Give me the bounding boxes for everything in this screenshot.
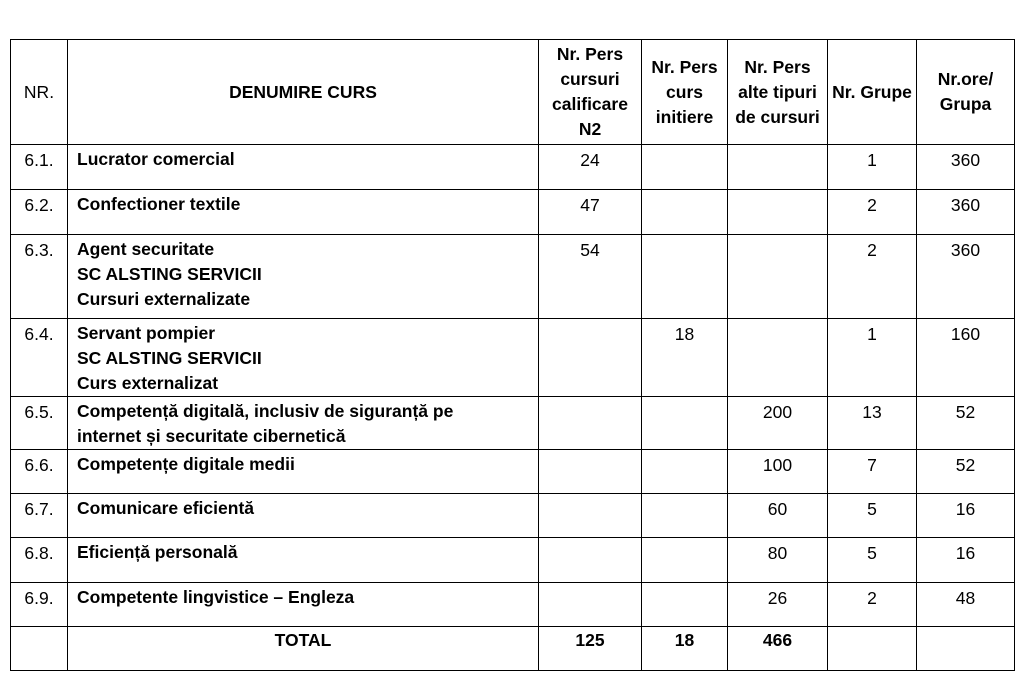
cell-ore: 16	[917, 494, 1015, 538]
cell-ore: 16	[917, 538, 1015, 583]
cell-calificare	[539, 450, 642, 494]
course-name	[68, 583, 539, 627]
header-calificare: Nr. Pers cursuri calificare N2	[539, 40, 642, 145]
cell-ore: 52	[917, 397, 1015, 450]
course-name-line: Comunicare eficientă	[77, 498, 254, 518]
total-initiere: 18	[642, 627, 728, 671]
cell-ore: 360	[917, 190, 1015, 235]
course-name	[68, 494, 539, 538]
cell-ore: 160	[917, 319, 1015, 397]
table-row	[11, 145, 1015, 190]
row-nr: 6.6.	[11, 450, 68, 494]
header-alte-cursuri: Nr. Pers alte tipuri de cursuri	[728, 40, 828, 145]
cell-alte	[728, 319, 828, 397]
cell-grupe: 1	[828, 145, 917, 190]
cell-initiere	[642, 450, 728, 494]
course-name	[68, 397, 539, 450]
row-nr: 6.1.	[11, 145, 68, 190]
cell-grupe: 2	[828, 583, 917, 627]
table-row	[11, 190, 1015, 235]
cell-ore: 360	[917, 235, 1015, 319]
cell-initiere	[642, 235, 728, 319]
cell-calificare: 24	[539, 145, 642, 190]
cell-calificare	[539, 538, 642, 583]
cell-initiere	[642, 494, 728, 538]
cell-initiere	[642, 583, 728, 627]
cell-grupe: 1	[828, 319, 917, 397]
table-row	[11, 583, 1015, 627]
course-name	[68, 319, 539, 397]
row-nr: 6.5.	[11, 397, 68, 450]
cell-calificare: 47	[539, 190, 642, 235]
course-name-line: Cursuri externalizate	[77, 289, 251, 309]
header-denumire-curs: DENUMIRE CURS	[68, 40, 539, 145]
cell-calificare	[539, 583, 642, 627]
header-grupe: Nr. Grupe	[828, 40, 917, 145]
course-name-line: Agent securitate	[77, 239, 215, 259]
cell-alte: 26	[728, 583, 828, 627]
total-ore	[917, 627, 1015, 671]
total-calificare: 125	[539, 627, 642, 671]
course-name-line: Competență digitală, inclusiv de siguranță pe	[77, 401, 454, 421]
table-body	[11, 145, 1015, 627]
header-initiere: Nr. Pers curs initiere	[642, 40, 728, 145]
total-grupe	[828, 627, 917, 671]
course-name-line: SC ALSTING SERVICII	[77, 348, 262, 368]
course-name-line: Curs externalizat	[77, 373, 219, 393]
course-name-line: Competențe digitale medii	[77, 454, 295, 474]
cell-ore: 48	[917, 583, 1015, 627]
courses-table	[10, 39, 1015, 671]
course-name-line: Competente lingvistice – Engleza	[77, 587, 355, 607]
cell-alte	[728, 190, 828, 235]
table-row	[11, 235, 1015, 319]
cell-grupe: 5	[828, 494, 917, 538]
table-row	[11, 397, 1015, 450]
cell-initiere	[642, 145, 728, 190]
cell-alte: 100	[728, 450, 828, 494]
cell-grupe: 7	[828, 450, 917, 494]
total-alte: 466	[728, 627, 828, 671]
total-label: TOTAL	[68, 627, 539, 671]
cell-calificare	[539, 397, 642, 450]
header-row	[11, 40, 1015, 145]
cell-grupe: 13	[828, 397, 917, 450]
course-name	[68, 190, 539, 235]
course-name	[68, 538, 539, 583]
course-name	[68, 145, 539, 190]
course-name	[68, 450, 539, 494]
cell-calificare	[539, 494, 642, 538]
course-name	[68, 235, 539, 319]
header-ore-grupa: Nr.ore/ Grupa	[917, 40, 1015, 145]
course-name-line: internet și securitate cibernetică	[77, 426, 346, 446]
cell-alte: 60	[728, 494, 828, 538]
table-row	[11, 494, 1015, 538]
cell-initiere	[642, 397, 728, 450]
course-name-line: Lucrator comercial	[77, 149, 235, 169]
table-row	[11, 450, 1015, 494]
cell-initiere	[642, 190, 728, 235]
row-nr: 6.9.	[11, 583, 68, 627]
cell-alte	[728, 235, 828, 319]
cell-initiere	[642, 538, 728, 583]
cell-ore: 52	[917, 450, 1015, 494]
total-nr-cell	[11, 627, 68, 671]
cell-calificare	[539, 319, 642, 397]
total-row	[11, 627, 1015, 671]
cell-ore: 360	[917, 145, 1015, 190]
table-row	[11, 538, 1015, 583]
row-nr: 6.8.	[11, 538, 68, 583]
header-nr: NR.	[11, 40, 68, 145]
row-nr: 6.3.	[11, 235, 68, 319]
cell-alte	[728, 145, 828, 190]
cell-calificare: 54	[539, 235, 642, 319]
row-nr: 6.7.	[11, 494, 68, 538]
row-nr: 6.2.	[11, 190, 68, 235]
course-name-line: Eficiență personală	[77, 542, 238, 562]
cell-grupe: 2	[828, 235, 917, 319]
cell-grupe: 5	[828, 538, 917, 583]
course-name-line: SC ALSTING SERVICII	[77, 264, 262, 284]
course-name-line: Servant pompier	[77, 323, 216, 343]
course-name-line: Confectioner textile	[77, 194, 241, 214]
cell-alte: 80	[728, 538, 828, 583]
table-row	[11, 319, 1015, 397]
cell-alte: 200	[728, 397, 828, 450]
cell-grupe: 2	[828, 190, 917, 235]
cell-initiere: 18	[642, 319, 728, 397]
row-nr: 6.4.	[11, 319, 68, 397]
